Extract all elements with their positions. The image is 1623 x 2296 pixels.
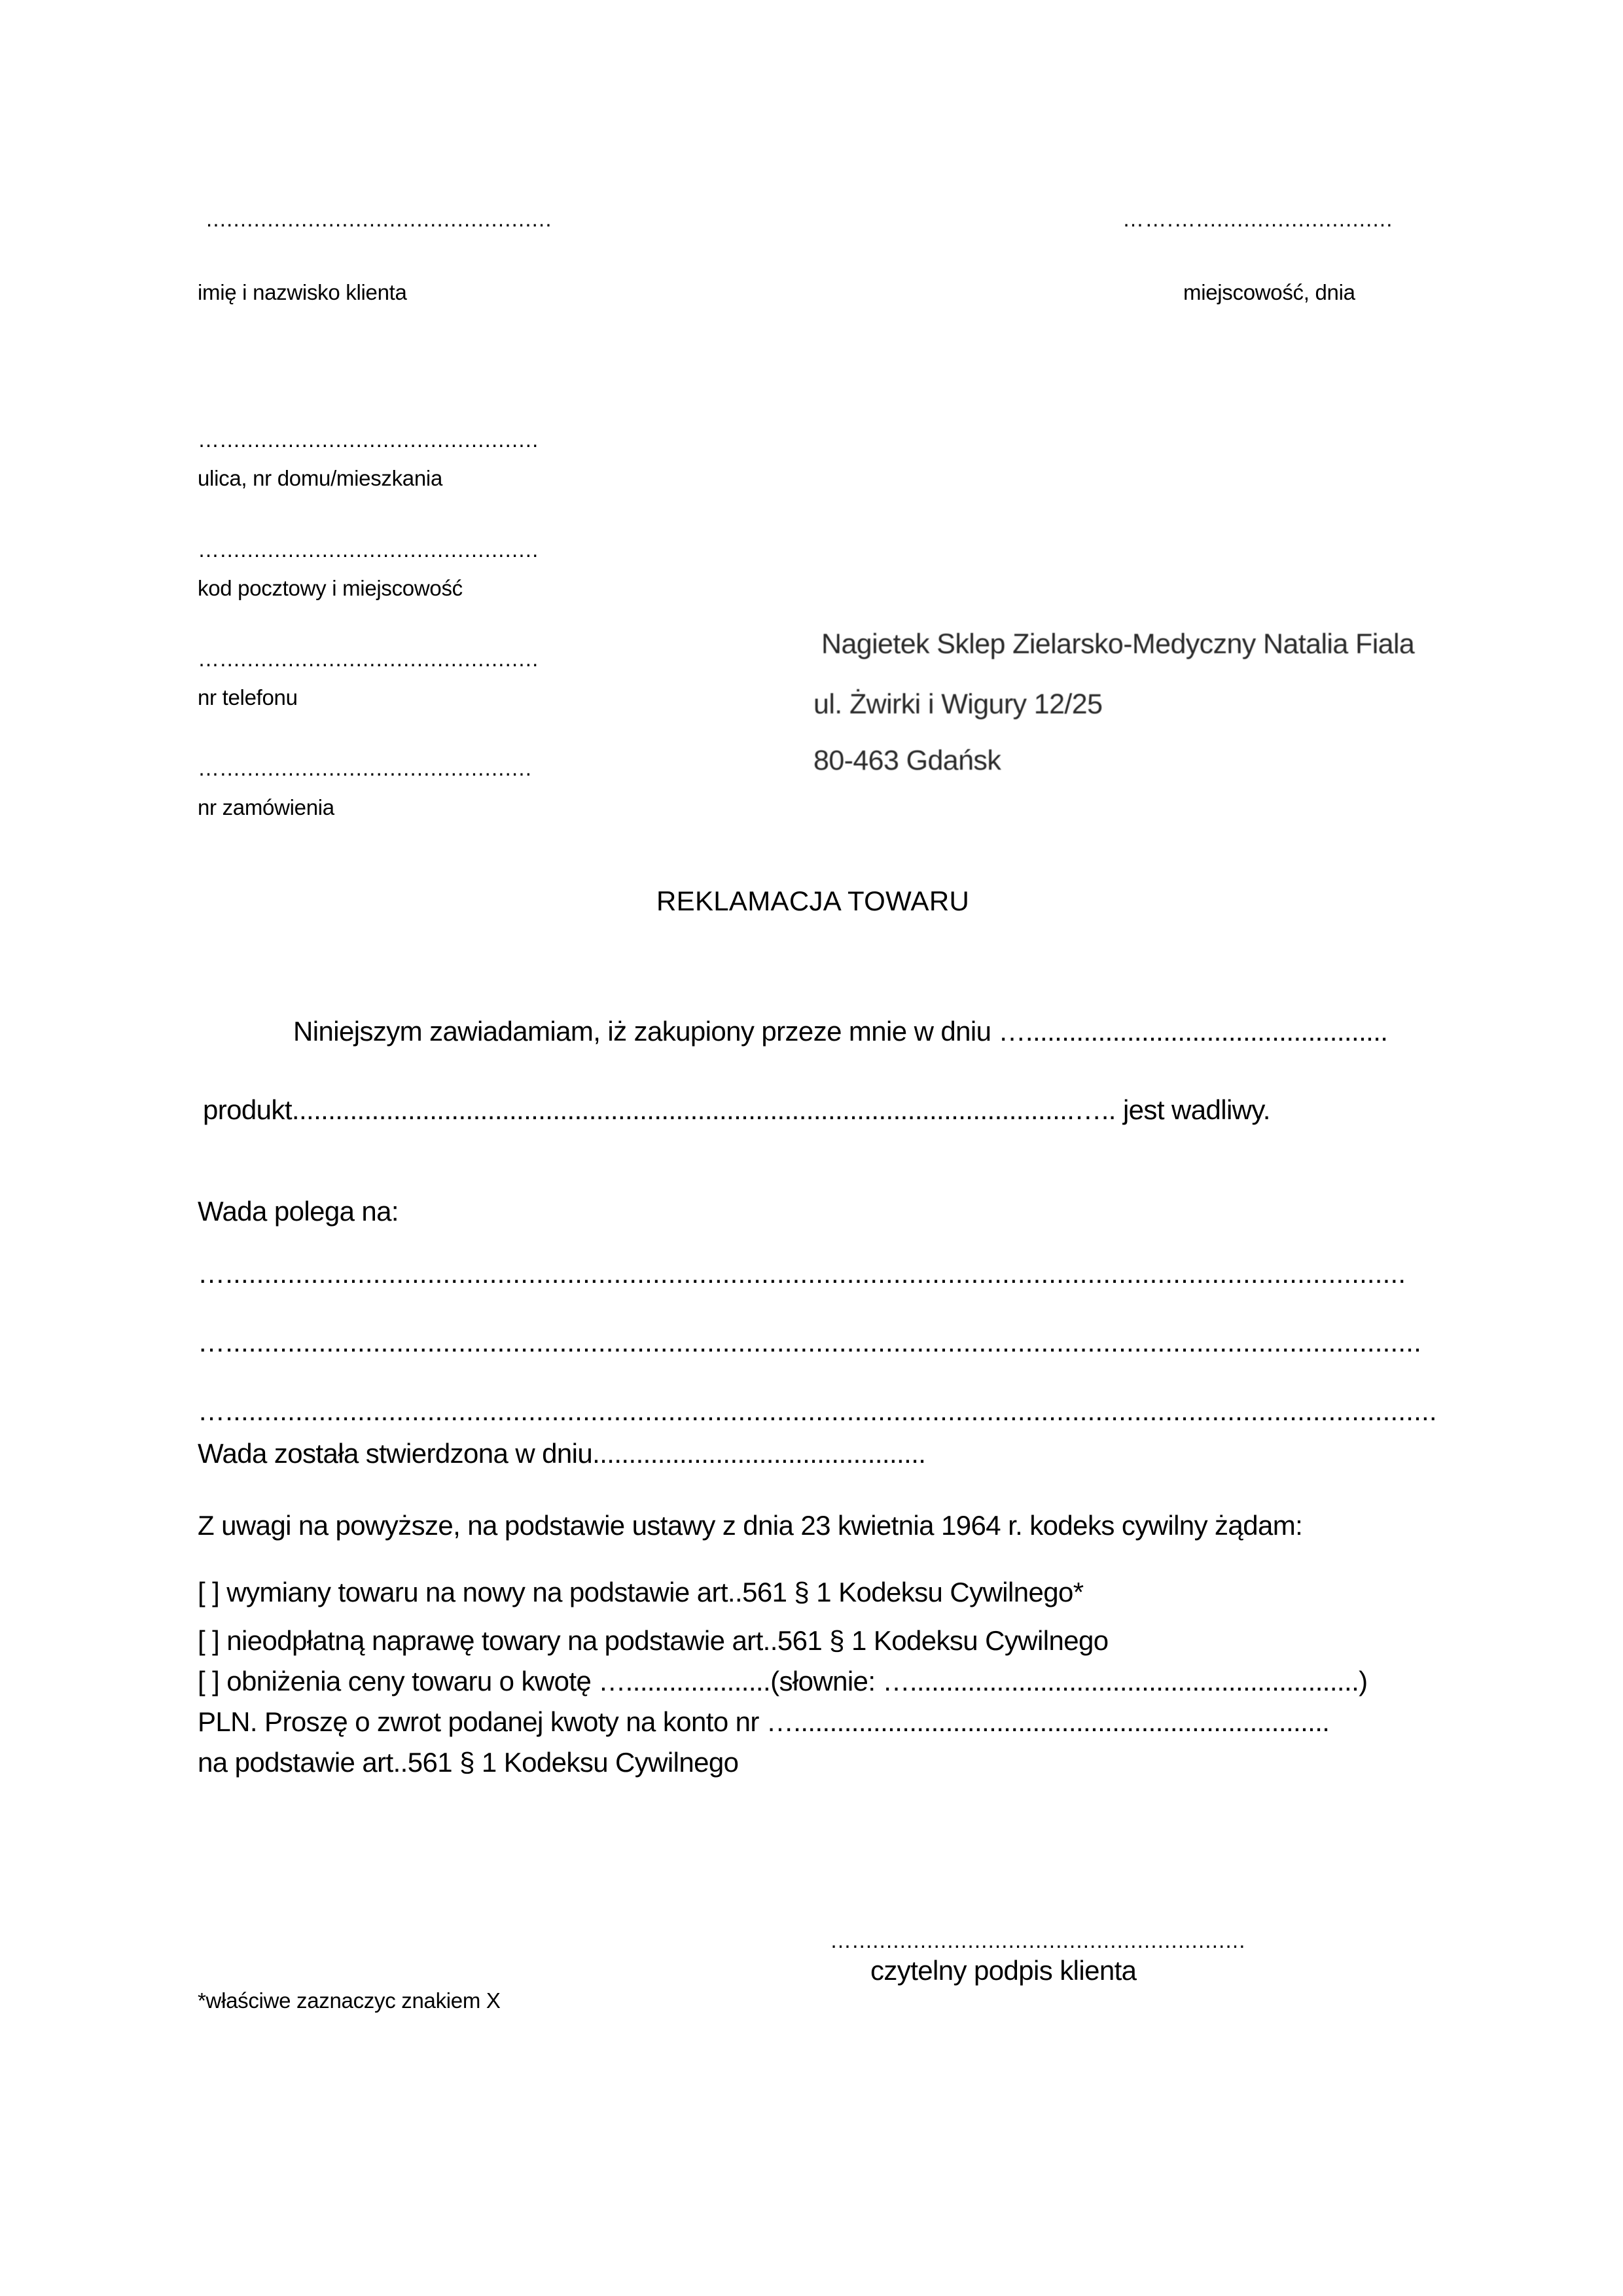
place-date-field[interactable]: …….….............................	[1122, 207, 1393, 231]
client-name-field[interactable]: ...................................................	[206, 207, 552, 231]
order-number-label: nr zamówienia	[198, 795, 334, 819]
option-replacement[interactable]: [ ] wymiany towaru na nowy na podstawie art..561 § 1 Kodeksu Cywilnego*	[198, 1577, 1084, 1607]
order-number-field[interactable]: …..............................................	[198, 756, 533, 780]
defect-line-2[interactable]: …..........................................................................................................................................................	[198, 1327, 1422, 1357]
defect-label: Wada polega na:	[198, 1196, 399, 1227]
defect-found-date-line[interactable]: Wada została stwierdzona w dniu..............................................	[198, 1438, 926, 1469]
street-label: ulica, nr domu/mieszkania	[198, 466, 442, 490]
postal-city-label: kod pocztowy i miejscowość	[198, 576, 463, 600]
recipient-street: ul. Żwirki i Wigury 12/25	[813, 689, 1103, 720]
recipient-name: Nagietek Sklep Zielarsko-Medyczny Natalia Fiala	[821, 628, 1415, 660]
footnote: *właściwe zaznaczyc znakiem X	[198, 1988, 501, 2013]
phone-label: nr telefonu	[198, 685, 298, 709]
purchase-date-line[interactable]: Niniejszym zawiadamiam, iż zakupiony przeze mnie w dniu …..................................................	[293, 1016, 1388, 1047]
legal-basis: na podstawie art..561 § 1 Kodeksu Cywilnego	[198, 1747, 739, 1778]
recipient-address	[802, 619, 1430, 789]
recipient-city: 80-463 Gdańsk	[813, 745, 1001, 776]
signature-label: czytelny podpis klienta	[870, 1955, 1137, 1986]
signature-field[interactable]: …..........................................................	[830, 1928, 1246, 1952]
place-date-label: miejscowość, dnia	[1183, 280, 1355, 304]
street-field[interactable]: …...............................................	[198, 427, 539, 452]
option-free-repair[interactable]: [ ] nieodpłatną naprawę towary na podstawie art..561 § 1 Kodeksu Cywilnego	[198, 1625, 1109, 1656]
phone-field[interactable]: …...............................................	[198, 647, 539, 671]
document-title: REKLAMACJA TOWARU	[656, 886, 970, 916]
defect-line-3[interactable]: …............................................................................................................................................................	[198, 1395, 1437, 1426]
product-line[interactable]: produkt............................................................................................................….. jest wadliwy.	[203, 1094, 1270, 1125]
option-price-reduction[interactable]: [ ] obniżenia ceny towaru o kwotę …....................(słownie: …..............................................................)	[198, 1666, 1368, 1696]
demand-statement: Z uwagi na powyższe, na podstawie ustawy z dnia 23 kwietnia 1964 r. kodeks cywilny żądam:	[198, 1510, 1303, 1541]
client-name-label: imię i nazwisko klienta	[198, 280, 407, 304]
postal-city-field[interactable]: …...............................................	[198, 537, 539, 562]
defect-line-1[interactable]: …........................................................................................................................................................	[198, 1258, 1406, 1289]
refund-account-line[interactable]: PLN. Proszę o zwrot podanej kwoty na konto nr …..........................................................................	[198, 1706, 1330, 1737]
